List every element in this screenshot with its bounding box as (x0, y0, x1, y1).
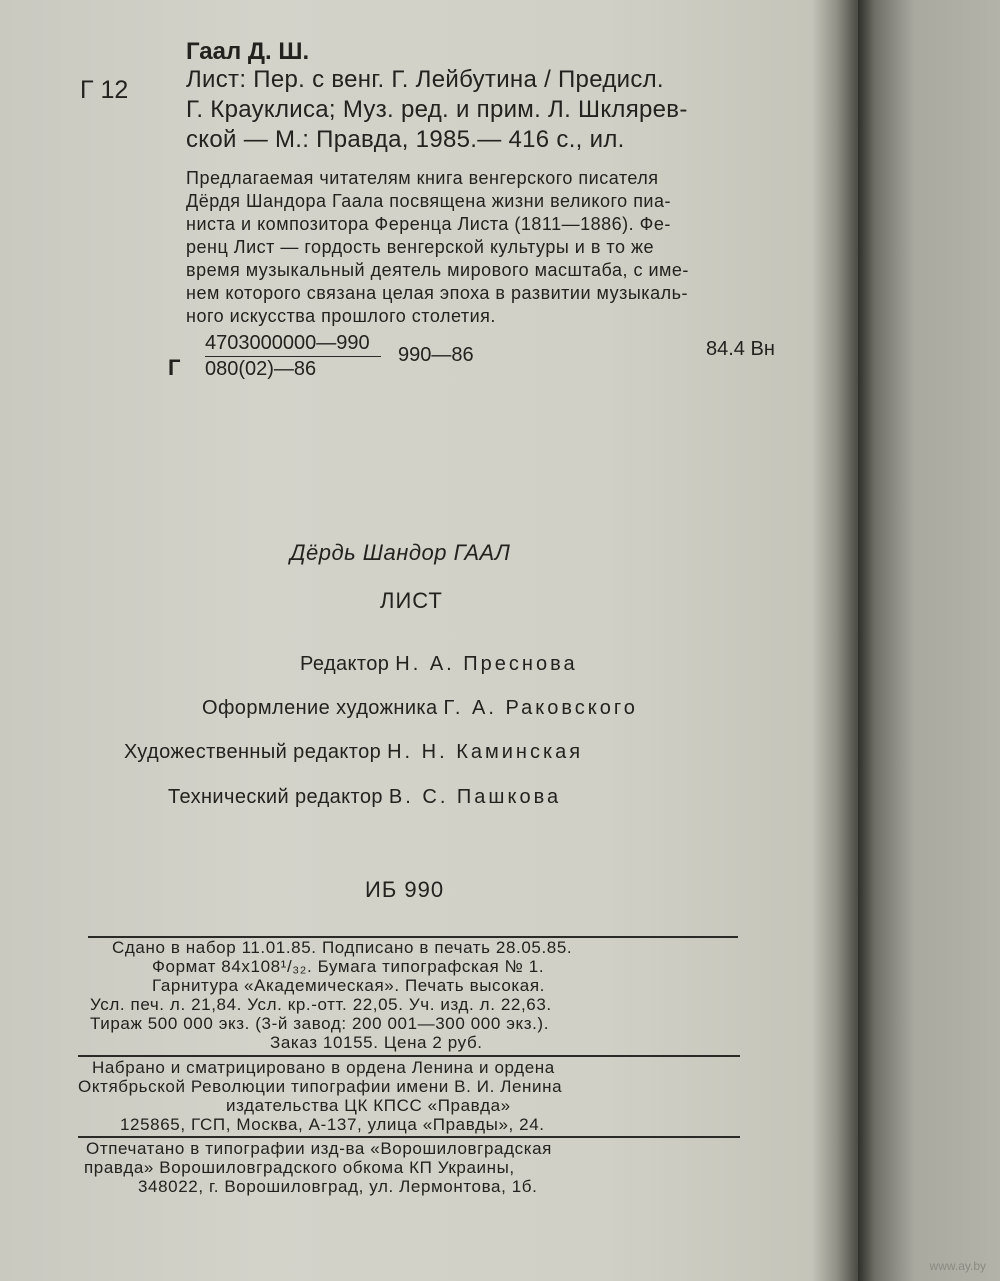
imprint-line: Формат 84х108¹/₃₂. Бумага типографская № 1. (152, 957, 545, 976)
credit-role: Художественный редактор (124, 741, 382, 763)
catalog-index: Г 12 (80, 76, 129, 104)
credit-person: Н. Н. Каминская (387, 741, 584, 763)
credit-designer (202, 697, 638, 720)
abstract-line: Дёрдя Шандора Гаала посвящена жизни великого пиа- (186, 191, 671, 211)
abstract-line: ренц Лист — гордость венгерской культуры и в то же (186, 237, 655, 257)
ib-number: ИБ 990 (365, 877, 445, 902)
printed-line: Отпечатано в типографии изд-ва «Ворошиловградская (86, 1139, 552, 1158)
catalog-author-heading: Гаал Д. Ш. (186, 38, 310, 65)
imprint-line: Гарнитура «Академическая». Печать высокая. (152, 976, 545, 995)
imprint-line: Заказ 10155. Цена 2 руб. (270, 1033, 483, 1052)
bib-line: ской — М.: Правда, 1985.— 416 с., ил. (186, 126, 625, 153)
credit-editor (300, 653, 578, 676)
udk-code: 84.4 Вн (706, 338, 775, 360)
typeset-line: Набрано и сматрицировано в ордена Ленина и ордена (92, 1058, 555, 1077)
imprint-rule-middle (78, 1055, 740, 1057)
abstract-line: время музыкальный деятель мирового масштаба, с име- (186, 260, 689, 280)
bib-line: Лист: Пер. с венг. Г. Лейбутина / Предисл. (186, 66, 664, 93)
abstract-line: Предлагаемая читателям книга венгерского писателя (186, 168, 659, 188)
book-title: ЛИСТ (380, 588, 443, 613)
printed-line: правда» Ворошиловградского обкома КП Украины, (84, 1158, 515, 1177)
code-numerator: 4703000000—990 (205, 332, 370, 354)
credit-role: Технический редактор (168, 786, 383, 808)
typeset-line: издательства ЦК КПСС «Правда» (226, 1096, 511, 1115)
page-gutter-shadow (812, 0, 858, 1281)
bib-line: Г. Крауклиса; Муз. ред. и прим. Л. Шклярев- (186, 96, 688, 123)
code-fraction-line (205, 356, 381, 357)
abstract-line: нем которого связана целая эпоха в развитии музыкаль- (186, 283, 688, 303)
imprint-line: Сдано в набор 11.01.85. Подписано в печать 28.05.85. (112, 938, 573, 957)
abstract-line: ниста и композитора Ференца Листа (1811—1886). Фе- (186, 214, 671, 234)
imprint-line: Усл. печ. л. 21,84. Усл. кр.-отт. 22,05. Уч. изд. л. 22,63. (90, 995, 552, 1014)
printed-line: 348022, г. Ворошиловград, ул. Лермонтова, 1б. (138, 1177, 538, 1196)
credit-person: В. С. Пашкова (388, 786, 562, 808)
credit-art-editor (124, 741, 583, 764)
credit-person: Г. А. Раковского (443, 697, 638, 719)
book-author: Дёрдь Шандор ГААЛ (290, 540, 511, 565)
typeset-line: Октябрьской Революции типографии имени В. И. Ленина (78, 1077, 563, 1096)
credit-role: Оформление художника (202, 697, 438, 719)
credit-role: Редактор (300, 653, 390, 675)
abstract-line: ного искусства прошлого столетия. (186, 306, 496, 326)
facing-page-edge (858, 0, 1000, 1281)
imprint-line: Тираж 500 000 экз. (3-й завод: 200 001—300 000 экз.). (90, 1014, 550, 1033)
typeset-line: 125865, ГСП, Москва, А-137, улица «Правды», 24. (120, 1115, 545, 1134)
watermark: www.ay.by (929, 1259, 986, 1273)
credit-person: Н. А. Преснова (395, 653, 578, 675)
credit-tech-editor (168, 786, 561, 809)
code-mid: 990—86 (398, 344, 474, 366)
code-letter: Г (168, 355, 181, 380)
code-denominator: 080(02)—86 (205, 358, 317, 380)
imprint-rule-bottom (78, 1136, 740, 1138)
